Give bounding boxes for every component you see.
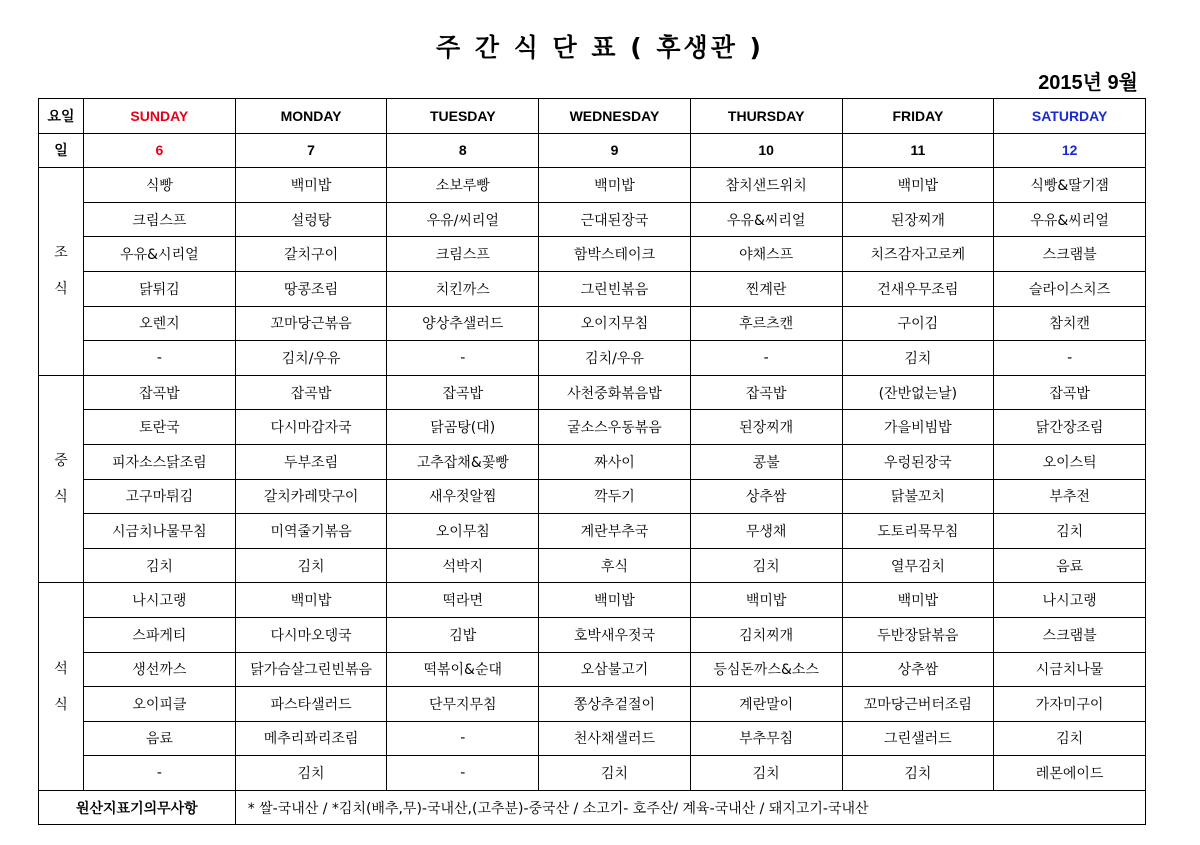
menu-item: 굴소스우동볶음 xyxy=(539,410,691,445)
menu-item: 갈치카레맛구이 xyxy=(235,479,387,514)
lunch-label xyxy=(39,375,84,583)
menu-item: 함박스테이크 xyxy=(539,237,691,272)
menu-item: 짜사이 xyxy=(539,444,691,479)
menu-item: 스크램블 xyxy=(994,237,1146,272)
menu-item: 상추쌈 xyxy=(842,652,994,687)
dinner-row xyxy=(39,617,1146,652)
menu-item: 백미밥 xyxy=(690,583,842,618)
menu-item: 무생채 xyxy=(690,514,842,549)
origin-notice-row xyxy=(39,790,1146,825)
menu-item: 근대된장국 xyxy=(539,202,691,237)
menu-item: 콩불 xyxy=(690,444,842,479)
menu-item: 김치 xyxy=(235,548,387,583)
menu-item: 치킨까스 xyxy=(387,271,539,306)
menu-item: 갈치구이 xyxy=(235,237,387,272)
menu-item: - xyxy=(690,341,842,376)
menu-item: 백미밥 xyxy=(842,168,994,203)
menu-item: 오삼불고기 xyxy=(539,652,691,687)
day-thursday: 10 xyxy=(690,133,842,168)
dinner-row xyxy=(39,652,1146,687)
breakfast-row xyxy=(39,202,1146,237)
dinner-row xyxy=(39,756,1146,791)
menu-item: 구이김 xyxy=(842,306,994,341)
menu-item: 백미밥 xyxy=(235,168,387,203)
menu-item: 고추잡채&꽃빵 xyxy=(387,444,539,479)
menu-item: 닭간장조림 xyxy=(994,410,1146,445)
menu-item: 김밥 xyxy=(387,617,539,652)
menu-item: 우유&씨리얼 xyxy=(994,202,1146,237)
menu-item: - xyxy=(84,341,236,376)
menu-item: - xyxy=(84,756,236,791)
menu-item: 닭불꼬치 xyxy=(842,479,994,514)
menu-item: - xyxy=(387,341,539,376)
origin-notice-text: * 쌀-국내산 / *김치(배추,무)-국내산,(고추분)-중국산 / 소고기- 호주산/ 계육-국내산 / 돼지고기-국내산 xyxy=(235,790,1145,825)
breakfast-row xyxy=(39,271,1146,306)
menu-item: 다시마오뎅국 xyxy=(235,617,387,652)
menu-item: 음료 xyxy=(84,721,236,756)
day-friday: 11 xyxy=(842,133,994,168)
day-sunday: 6 xyxy=(84,133,236,168)
lunch-label-char: 식 xyxy=(54,489,68,506)
lunch-row xyxy=(39,548,1146,583)
menu-item: 우유/씨리얼 xyxy=(387,202,539,237)
menu-item: 오이무침 xyxy=(387,514,539,549)
menu-item: 식빵&딸기잼 xyxy=(994,168,1146,203)
menu-item: 참치샌드위치 xyxy=(690,168,842,203)
menu-item: 메추리꽈리조림 xyxy=(235,721,387,756)
menu-item: 김치 xyxy=(690,756,842,791)
menu-item: 도토리묵무침 xyxy=(842,514,994,549)
menu-item: 오이피클 xyxy=(84,687,236,722)
breakfast-label-char: 식 xyxy=(54,281,68,298)
weekday-saturday: SATURDAY xyxy=(994,99,1146,134)
menu-item: 잡곡밥 xyxy=(84,375,236,410)
dinner-label-char: 식 xyxy=(54,696,68,713)
menu-item: 그린빈볶음 xyxy=(539,271,691,306)
menu-item: 나시고랭 xyxy=(994,583,1146,618)
origin-notice-label: 원산지표기의무사항 xyxy=(39,790,236,825)
menu-item: 잡곡밥 xyxy=(690,375,842,410)
menu-item: 천사채샐러드 xyxy=(539,721,691,756)
menu-item: 계란말이 xyxy=(690,687,842,722)
menu-item: 백미밥 xyxy=(235,583,387,618)
menu-item: 단무지무침 xyxy=(387,687,539,722)
menu-item: 꼬마당근버터조림 xyxy=(842,687,994,722)
menu-item: 닭튀김 xyxy=(84,271,236,306)
weekday-monday: MONDAY xyxy=(235,99,387,134)
menu-item: 찐계란 xyxy=(690,271,842,306)
weekday-wednesday: WEDNESDAY xyxy=(539,99,691,134)
menu-item: 소보루빵 xyxy=(387,168,539,203)
menu-item: 우유&씨리얼 xyxy=(690,202,842,237)
menu-item: 김치 xyxy=(235,756,387,791)
menu-item: 닭가슴살그린빈볶음 xyxy=(235,652,387,687)
menu-item: 부추무침 xyxy=(690,721,842,756)
menu-item: 그린샐러드 xyxy=(842,721,994,756)
menu-item: 쫑상추겉절이 xyxy=(539,687,691,722)
menu-item: 생선까스 xyxy=(84,652,236,687)
menu-item: 김치 xyxy=(842,756,994,791)
menu-item: 김치찌개 xyxy=(690,617,842,652)
menu-item: 야채스프 xyxy=(690,237,842,272)
weekday-sunday: SUNDAY xyxy=(84,99,236,134)
weekday-header-row xyxy=(39,99,1146,134)
menu-item: 나시고랭 xyxy=(84,583,236,618)
breakfast-label xyxy=(39,168,84,376)
menu-item: 백미밥 xyxy=(539,168,691,203)
menu-item: 피자소스닭조림 xyxy=(84,444,236,479)
menu-item: 슬라이스치즈 xyxy=(994,271,1146,306)
menu-item: 김치 xyxy=(539,756,691,791)
menu-item: 후르츠캔 xyxy=(690,306,842,341)
weekday-friday: FRIDAY xyxy=(842,99,994,134)
menu-item: 김치 xyxy=(690,548,842,583)
menu-item: 김치 xyxy=(842,341,994,376)
menu-item: 열무김치 xyxy=(842,548,994,583)
menu-item: 떡라면 xyxy=(387,583,539,618)
menu-item: 석박지 xyxy=(387,548,539,583)
dinner-label xyxy=(39,583,84,791)
menu-item: 파스타샐러드 xyxy=(235,687,387,722)
menu-item: 치즈감자고로케 xyxy=(842,237,994,272)
menu-item: 새우젓알찜 xyxy=(387,479,539,514)
menu-item: 다시마감자국 xyxy=(235,410,387,445)
menu-item: 김치 xyxy=(84,548,236,583)
menu-item: 건새우무조림 xyxy=(842,271,994,306)
dinner-row xyxy=(39,583,1146,618)
dinner-row xyxy=(39,687,1146,722)
menu-item: 고구마튀김 xyxy=(84,479,236,514)
menu-item: 깍두기 xyxy=(539,479,691,514)
menu-item: 크림스프 xyxy=(84,202,236,237)
menu-item: 후식 xyxy=(539,548,691,583)
day-tuesday: 8 xyxy=(387,133,539,168)
menu-item: 된장찌개 xyxy=(842,202,994,237)
weekday-thursday: THURSDAY xyxy=(690,99,842,134)
breakfast-row xyxy=(39,168,1146,203)
breakfast-label-char: 조 xyxy=(54,245,68,262)
menu-item: 오이지무침 xyxy=(539,306,691,341)
menu-item: 가을비빔밥 xyxy=(842,410,994,445)
menu-item: 호박새우젓국 xyxy=(539,617,691,652)
page-title: 주 간 식 단 표 ( 후생관 ) xyxy=(436,33,764,62)
menu-item: 사천중화볶음밥 xyxy=(539,375,691,410)
dinner-label-char: 석 xyxy=(54,660,68,677)
menu-item: 부추전 xyxy=(994,479,1146,514)
menu-item: 꼬마당근볶음 xyxy=(235,306,387,341)
menu-item: - xyxy=(387,756,539,791)
menu-item: 오렌지 xyxy=(84,306,236,341)
menu-item: 식빵 xyxy=(84,168,236,203)
menu-item: 김치 xyxy=(994,514,1146,549)
day-wednesday: 9 xyxy=(539,133,691,168)
menu-item: 우유&시리얼 xyxy=(84,237,236,272)
menu-item: 시금치나물무침 xyxy=(84,514,236,549)
breakfast-row xyxy=(39,306,1146,341)
menu-item: 토란국 xyxy=(84,410,236,445)
menu-item: 백미밥 xyxy=(842,583,994,618)
lunch-row xyxy=(39,410,1146,445)
breakfast-row xyxy=(39,237,1146,272)
menu-item: 김치/우유 xyxy=(539,341,691,376)
menu-item: - xyxy=(994,341,1146,376)
weekday-label: 요일 xyxy=(39,99,84,134)
menu-item: 두부조림 xyxy=(235,444,387,479)
menu-item: 계란부추국 xyxy=(539,514,691,549)
menu-item: 땅콩조림 xyxy=(235,271,387,306)
menu-item: 설렁탕 xyxy=(235,202,387,237)
lunch-row xyxy=(39,514,1146,549)
menu-item: 우렁된장국 xyxy=(842,444,994,479)
weekly-menu-table xyxy=(38,98,1146,825)
menu-item: 미역줄기볶음 xyxy=(235,514,387,549)
menu-item: 잡곡밥 xyxy=(235,375,387,410)
day-saturday: 12 xyxy=(994,133,1146,168)
menu-item: 참치캔 xyxy=(994,306,1146,341)
day-label: 일 xyxy=(39,133,84,168)
menu-item: 된장찌개 xyxy=(690,410,842,445)
menu-item: 두반장닭볶음 xyxy=(842,617,994,652)
menu-item: 등심돈까스&소스 xyxy=(690,652,842,687)
menu-item: 백미밥 xyxy=(539,583,691,618)
menu-item: 잡곡밥 xyxy=(994,375,1146,410)
menu-item: 상추쌈 xyxy=(690,479,842,514)
menu-item: 잡곡밥 xyxy=(387,375,539,410)
menu-item: 크림스프 xyxy=(387,237,539,272)
menu-item: 김치/우유 xyxy=(235,341,387,376)
breakfast-row xyxy=(39,341,1146,376)
menu-item: 오이스틱 xyxy=(994,444,1146,479)
menu-item: 레몬에이드 xyxy=(994,756,1146,791)
lunch-row xyxy=(39,444,1146,479)
lunch-label-char: 중 xyxy=(54,453,68,470)
menu-month: 2015년 9월 xyxy=(1038,72,1138,94)
date-header-row xyxy=(39,133,1146,168)
weekday-tuesday: TUESDAY xyxy=(387,99,539,134)
menu-item: 닭곰탕(대) xyxy=(387,410,539,445)
lunch-row xyxy=(39,479,1146,514)
menu-item: 스파게티 xyxy=(84,617,236,652)
menu-item: 떡볶이&순대 xyxy=(387,652,539,687)
menu-item: 시금치나물 xyxy=(994,652,1146,687)
menu-item: 스크램블 xyxy=(994,617,1146,652)
day-monday: 7 xyxy=(235,133,387,168)
menu-item: 음료 xyxy=(994,548,1146,583)
menu-item: 양상추샐러드 xyxy=(387,306,539,341)
lunch-row xyxy=(39,375,1146,410)
menu-item: 김치 xyxy=(994,721,1146,756)
menu-item: 가자미구이 xyxy=(994,687,1146,722)
dinner-row xyxy=(39,721,1146,756)
menu-item: - xyxy=(387,721,539,756)
menu-item: (잔반없는날) xyxy=(842,375,994,410)
